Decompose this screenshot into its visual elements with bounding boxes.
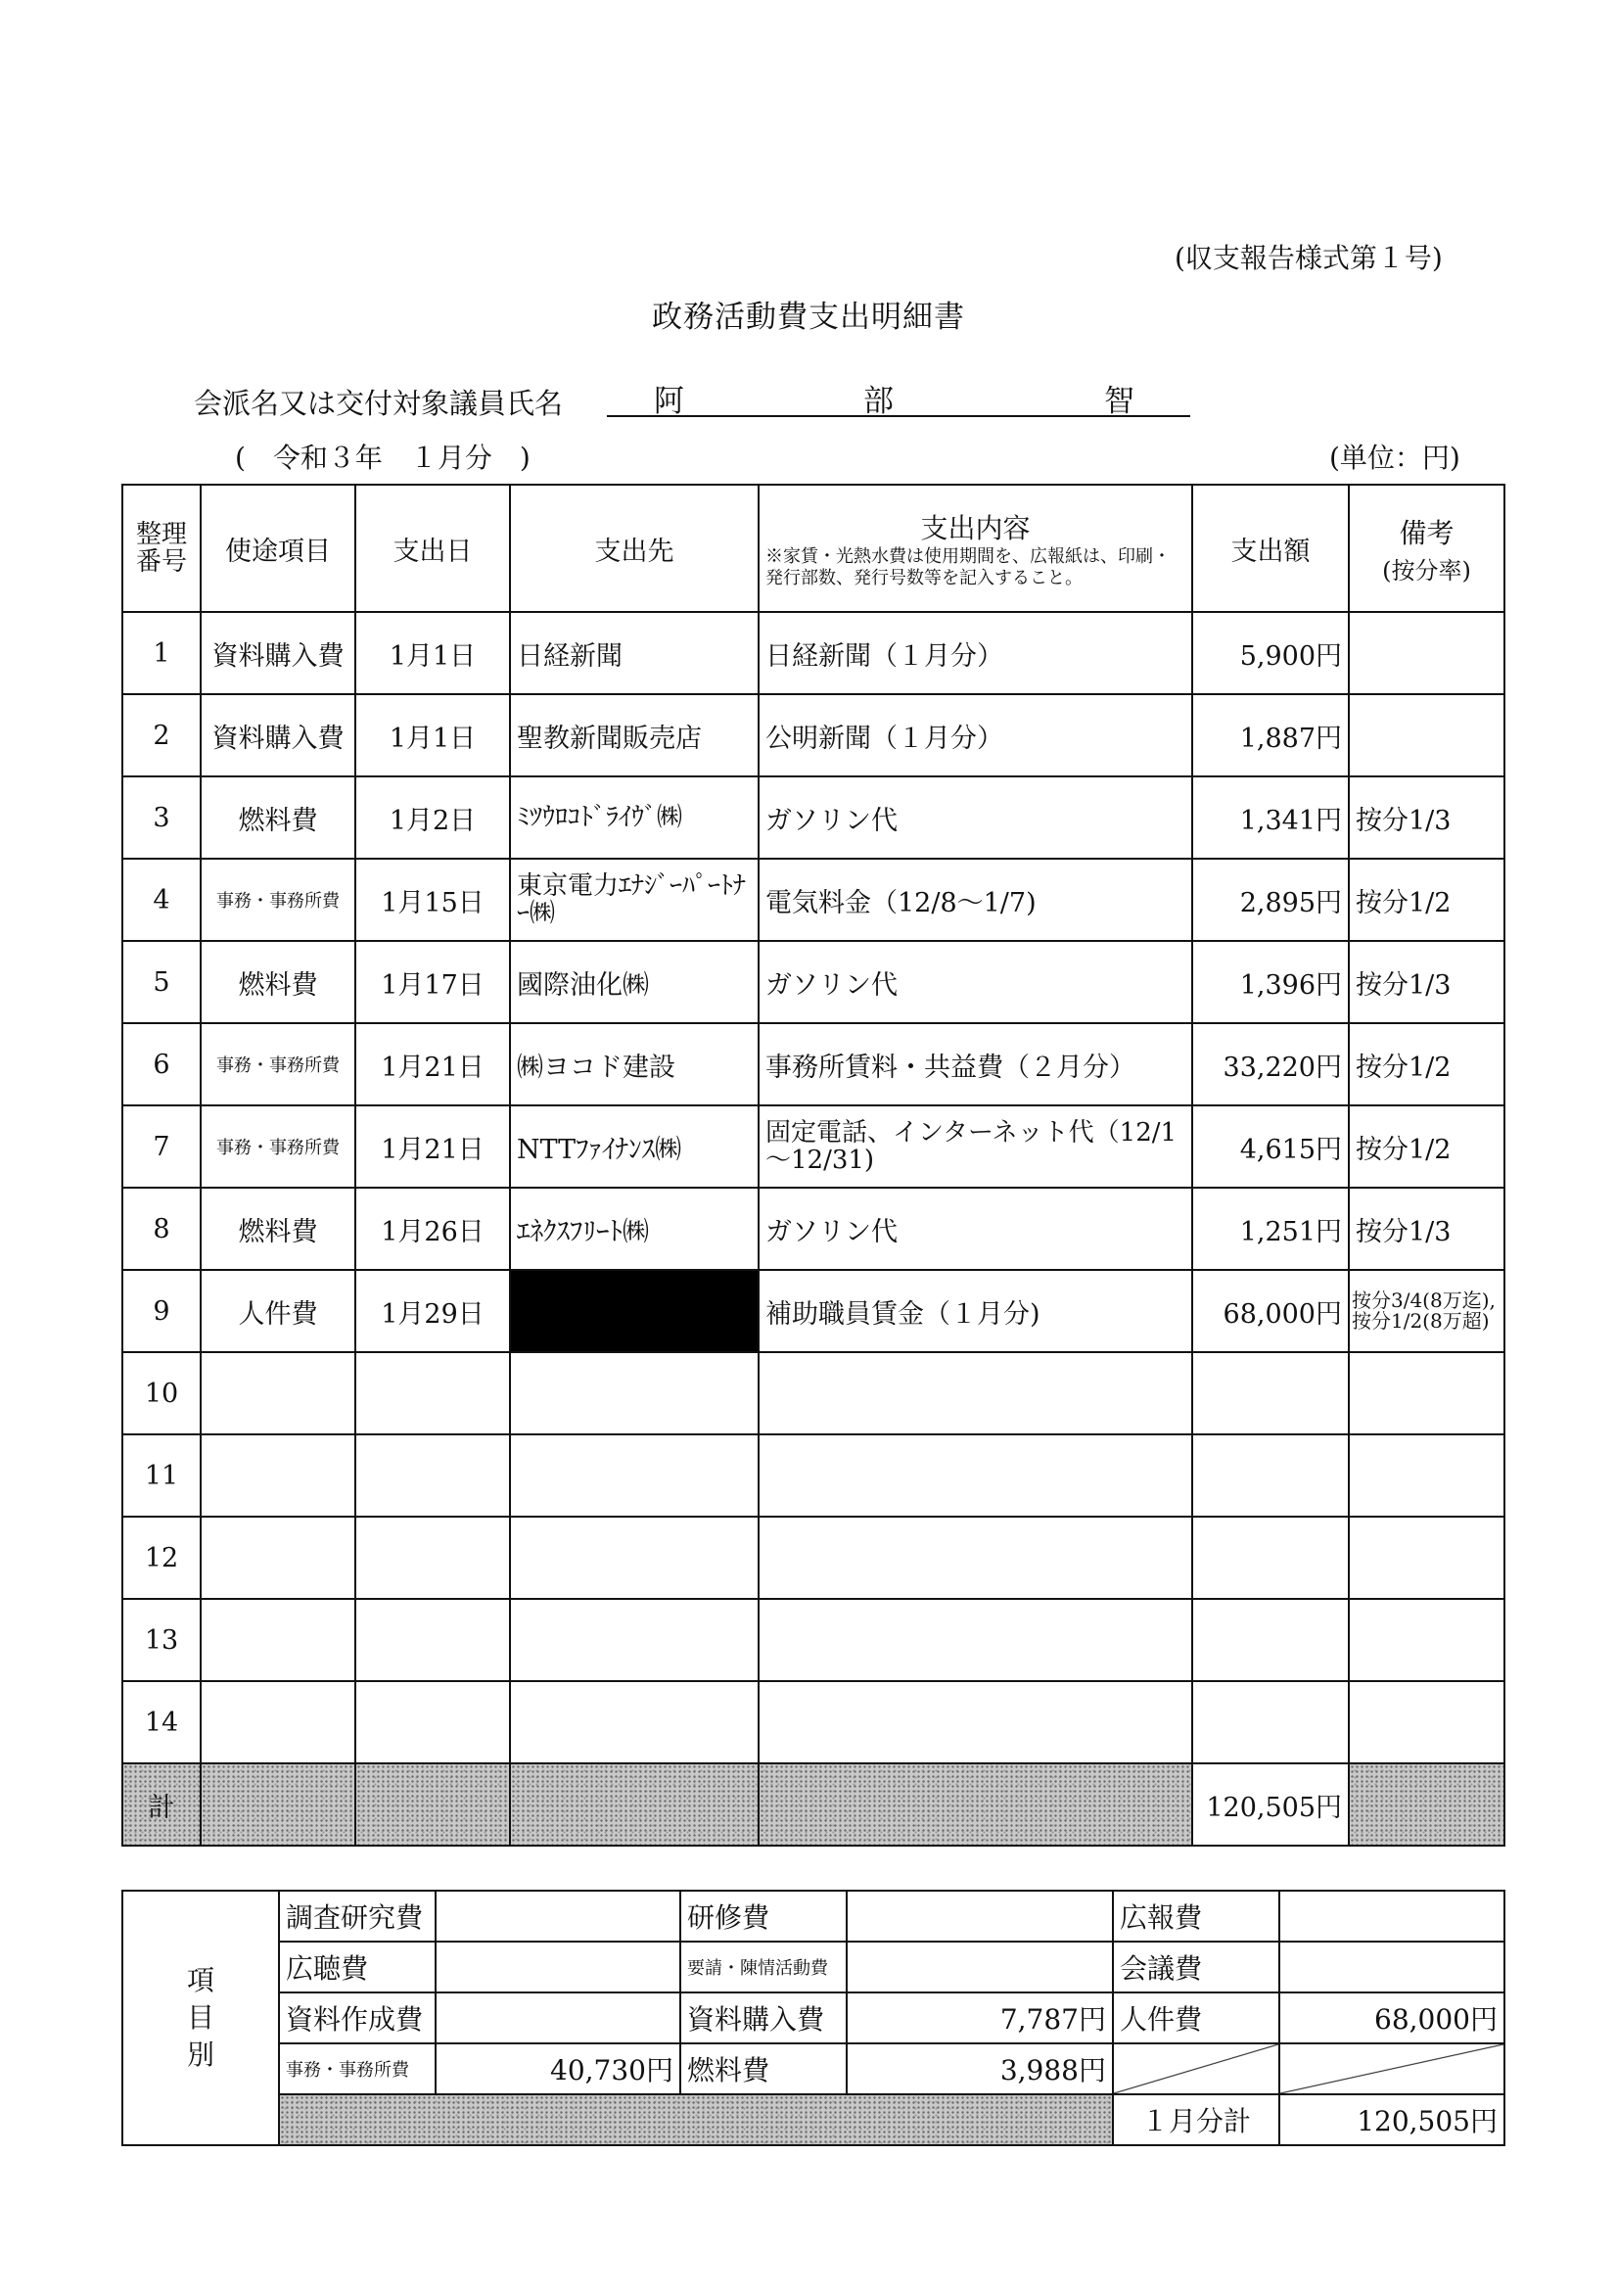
- row-remarks: 按分3/4(8万迄),按分1/2(8万超): [1349, 1270, 1504, 1352]
- table-row: [122, 1188, 1504, 1270]
- row-amount: [1192, 1434, 1349, 1517]
- row-content: [759, 1434, 1192, 1517]
- summary-label: 資料作成費: [279, 1992, 436, 2043]
- unit-label: (単位：円): [1329, 442, 1460, 474]
- table-row: [122, 694, 1504, 776]
- row-remarks: 按分1/3: [1349, 776, 1504, 859]
- row-category: 人件費: [201, 1270, 355, 1352]
- row-remarks: [1349, 612, 1504, 694]
- summary-label: 研修費: [680, 1891, 847, 1942]
- row-date: 1月1日: [355, 612, 510, 694]
- summary-value: [436, 1992, 680, 2043]
- row-category: 事務・事務所費: [201, 859, 355, 941]
- member-name-char-3: 智: [1104, 384, 1134, 419]
- total-amount: 120,505円: [1192, 1763, 1349, 1846]
- header-category: 使途項目: [201, 485, 355, 612]
- row-number: 14: [122, 1681, 201, 1763]
- row-category: 事務・事務所費: [201, 1023, 355, 1105]
- summary-value: [847, 1891, 1113, 1942]
- row-amount: 1,887円: [1192, 694, 1349, 776]
- row-content: 補助職員賃金（１月分): [759, 1270, 1192, 1352]
- summary-value: [436, 1891, 680, 1942]
- summary-label: 燃料費: [680, 2043, 847, 2094]
- row-remarks: 按分1/2: [1349, 859, 1504, 941]
- summary-label: 要請・陳情活動費: [680, 1942, 847, 1992]
- summary-value: [436, 1942, 680, 1992]
- header-no: 整理番号: [122, 485, 201, 612]
- header-remarks-sub: (按分率): [1382, 556, 1471, 585]
- summary-value: [847, 1942, 1113, 1992]
- row-date: [355, 1352, 510, 1434]
- summary-value: [1279, 1942, 1504, 1992]
- row-number: 12: [122, 1517, 201, 1599]
- table-row: [122, 1681, 1504, 1763]
- summary-label: 調査研究費: [279, 1891, 436, 1942]
- header-date: 支出日: [355, 485, 510, 612]
- row-payee: 日経新聞: [510, 612, 759, 694]
- row-remarks: [1349, 1434, 1504, 1517]
- row-payee: NTTﾌｧｲﾅﾝｽ㈱: [510, 1105, 759, 1188]
- row-category: 資料購入費: [201, 694, 355, 776]
- total-row: [122, 1763, 1504, 1846]
- row-payee: 聖教新聞販売店: [510, 694, 759, 776]
- row-content: 公明新聞（１月分）: [759, 694, 1192, 776]
- row-remarks: 按分1/3: [1349, 941, 1504, 1023]
- row-remarks: 按分1/2: [1349, 1023, 1504, 1105]
- header-content-title: 支出内容: [920, 512, 1031, 544]
- row-content: 事務所賃料・共益費（２月分）: [759, 1023, 1192, 1105]
- row-number: 5: [122, 941, 201, 1023]
- period: ( 令和３年 １月分 ): [235, 442, 531, 474]
- row-remarks: 按分1/2: [1349, 1105, 1504, 1188]
- table-row: [122, 1270, 1504, 1352]
- header-remarks: [1349, 485, 1504, 612]
- summary-shaded-cell: [279, 2094, 1113, 2145]
- row-amount: 68,000円: [1192, 1270, 1349, 1352]
- row-payee: [510, 1517, 759, 1599]
- row-category: [201, 1352, 355, 1434]
- row-date: 1月1日: [355, 694, 510, 776]
- row-number: 8: [122, 1188, 201, 1270]
- row-date: 1月2日: [355, 776, 510, 859]
- header-payee: 支出先: [510, 485, 759, 612]
- row-payee: ﾐﾂｳﾛｺﾄﾞﾗｲｳﾞ㈱: [510, 776, 759, 859]
- row-amount: 1,251円: [1192, 1188, 1349, 1270]
- month-total-label: １月分計: [1113, 2094, 1279, 2145]
- row-payee: [510, 1681, 759, 1763]
- table-row: [122, 859, 1504, 941]
- month-total-value: 120,505円: [1279, 2094, 1504, 2145]
- row-date: 1月26日: [355, 1188, 510, 1270]
- row-payee: [510, 1599, 759, 1681]
- row-date: [355, 1517, 510, 1599]
- row-content: [759, 1517, 1192, 1599]
- row-remarks: [1349, 1599, 1504, 1681]
- row-number: 7: [122, 1105, 201, 1188]
- row-amount: [1192, 1599, 1349, 1681]
- total-shade: [510, 1763, 759, 1846]
- row-payee: ㈱ヨコド建設: [510, 1023, 759, 1105]
- row-category: [201, 1517, 355, 1599]
- row-remarks: [1349, 1352, 1504, 1434]
- table-row: [122, 1352, 1504, 1434]
- summary-value: 68,000円: [1279, 1992, 1504, 2043]
- summary-value: 7,787円: [847, 1992, 1113, 2043]
- total-shade: [355, 1763, 510, 1846]
- row-date: 1月15日: [355, 859, 510, 941]
- row-date: [355, 1681, 510, 1763]
- row-content: 固定電話、インターネット代（12/1～12/31): [759, 1105, 1192, 1188]
- row-date: [355, 1434, 510, 1517]
- row-content: ガソリン代: [759, 941, 1192, 1023]
- row-number: 13: [122, 1599, 201, 1681]
- form-number: (収支報告様式第１号): [1175, 242, 1443, 274]
- row-payee: ｴﾈｸｽﾌﾘｰﾄ㈱: [510, 1188, 759, 1270]
- row-number: 1: [122, 612, 201, 694]
- summary-label: 広聴費: [279, 1942, 436, 1992]
- summary-table: [121, 1890, 1505, 2146]
- row-number: 4: [122, 859, 201, 941]
- total-shade: [201, 1763, 355, 1846]
- row-amount: [1192, 1352, 1349, 1434]
- summary-side-label: [122, 1891, 279, 2145]
- row-payee: [510, 1434, 759, 1517]
- row-amount: 4,615円: [1192, 1105, 1349, 1188]
- header-amount: 支出額: [1192, 485, 1349, 612]
- row-date: 1月29日: [355, 1270, 510, 1352]
- row-date: 1月21日: [355, 1105, 510, 1188]
- summary-label: 資料購入費: [680, 1992, 847, 2043]
- row-payee: [510, 1352, 759, 1434]
- row-remarks: [1349, 1517, 1504, 1599]
- table-row: [122, 1599, 1504, 1681]
- header-content-note: ※家賃・光熱水費は使用期間を、広報紙は、印刷・発行部数、発行号数等を記入すること。: [765, 546, 1171, 588]
- row-number: 2: [122, 694, 201, 776]
- summary-value: [1279, 1891, 1504, 1942]
- row-number: 6: [122, 1023, 201, 1105]
- row-amount: 1,396円: [1192, 941, 1349, 1023]
- table-row: [122, 941, 1504, 1023]
- row-number: 10: [122, 1352, 201, 1434]
- total-shade: [759, 1763, 1192, 1846]
- document-title: 政務活動費支出明細書: [652, 300, 965, 335]
- row-content: [759, 1352, 1192, 1434]
- row-number: 9: [122, 1270, 201, 1352]
- summary-label: 広報費: [1113, 1891, 1279, 1942]
- summary-value: 40,730円: [436, 2043, 680, 2094]
- summary-label: 事務・事務所費: [279, 2043, 436, 2094]
- row-amount: 5,900円: [1192, 612, 1349, 694]
- row-amount: 1,341円: [1192, 776, 1349, 859]
- table-row: [122, 1105, 1504, 1188]
- summary-label: 会議費: [1113, 1942, 1279, 1992]
- row-category: 燃料費: [201, 941, 355, 1023]
- header-remarks-title: 備考: [1399, 516, 1455, 549]
- member-name-char-2: 部: [863, 384, 894, 419]
- row-category: 燃料費: [201, 776, 355, 859]
- total-shade: [1349, 1763, 1504, 1846]
- row-date: 1月17日: [355, 941, 510, 1023]
- row-category: [201, 1681, 355, 1763]
- summary-value: 3,988円: [847, 2043, 1113, 2094]
- row-category: 事務・事務所費: [201, 1105, 355, 1188]
- row-content: [759, 1681, 1192, 1763]
- row-amount: [1192, 1517, 1349, 1599]
- table-row: [122, 776, 1504, 859]
- row-category: 資料購入費: [201, 612, 355, 694]
- row-content: 電気料金（12/8～1/7): [759, 859, 1192, 941]
- name-underline: [607, 415, 1190, 417]
- row-payee: 國際油化㈱: [510, 941, 759, 1023]
- row-date: 1月21日: [355, 1023, 510, 1105]
- row-content: ガソリン代: [759, 776, 1192, 859]
- row-remarks: 按分1/3: [1349, 1188, 1504, 1270]
- row-number: 11: [122, 1434, 201, 1517]
- row-amount: 33,220円: [1192, 1023, 1349, 1105]
- name-label: 会派名又は交付対象議員氏名: [194, 387, 564, 420]
- table-row: [122, 1517, 1504, 1599]
- summary-diagonal-cell: [1113, 2043, 1279, 2094]
- table-row: [122, 1023, 1504, 1105]
- row-amount: 2,895円: [1192, 859, 1349, 941]
- row-category: 燃料費: [201, 1188, 355, 1270]
- row-date: [355, 1599, 510, 1681]
- row-category: [201, 1599, 355, 1681]
- total-label: 計: [122, 1763, 201, 1846]
- row-content: [759, 1599, 1192, 1681]
- row-number: 3: [122, 776, 201, 859]
- summary-side-text: 項目別: [186, 1964, 214, 2071]
- table-row: [122, 612, 1504, 694]
- table-row: [122, 1434, 1504, 1517]
- row-content: ガソリン代: [759, 1188, 1192, 1270]
- header-row: [122, 485, 1504, 612]
- expense-table: [121, 484, 1505, 1847]
- summary-diagonal-cell: [1279, 2043, 1504, 2094]
- row-payee: 東京電力ｴﾅｼﾞｰﾊﾟｰﾄﾅｰ㈱: [510, 859, 759, 941]
- summary-label: 人件費: [1113, 1992, 1279, 2043]
- header-content: [759, 485, 1192, 612]
- row-remarks: [1349, 1681, 1504, 1763]
- row-content: 日経新聞（１月分）: [759, 612, 1192, 694]
- row-category: [201, 1434, 355, 1517]
- row-amount: [1192, 1681, 1349, 1763]
- row-remarks: [1349, 694, 1504, 776]
- row-payee-redacted: [510, 1270, 759, 1352]
- member-name-char-1: 阿: [654, 384, 684, 419]
